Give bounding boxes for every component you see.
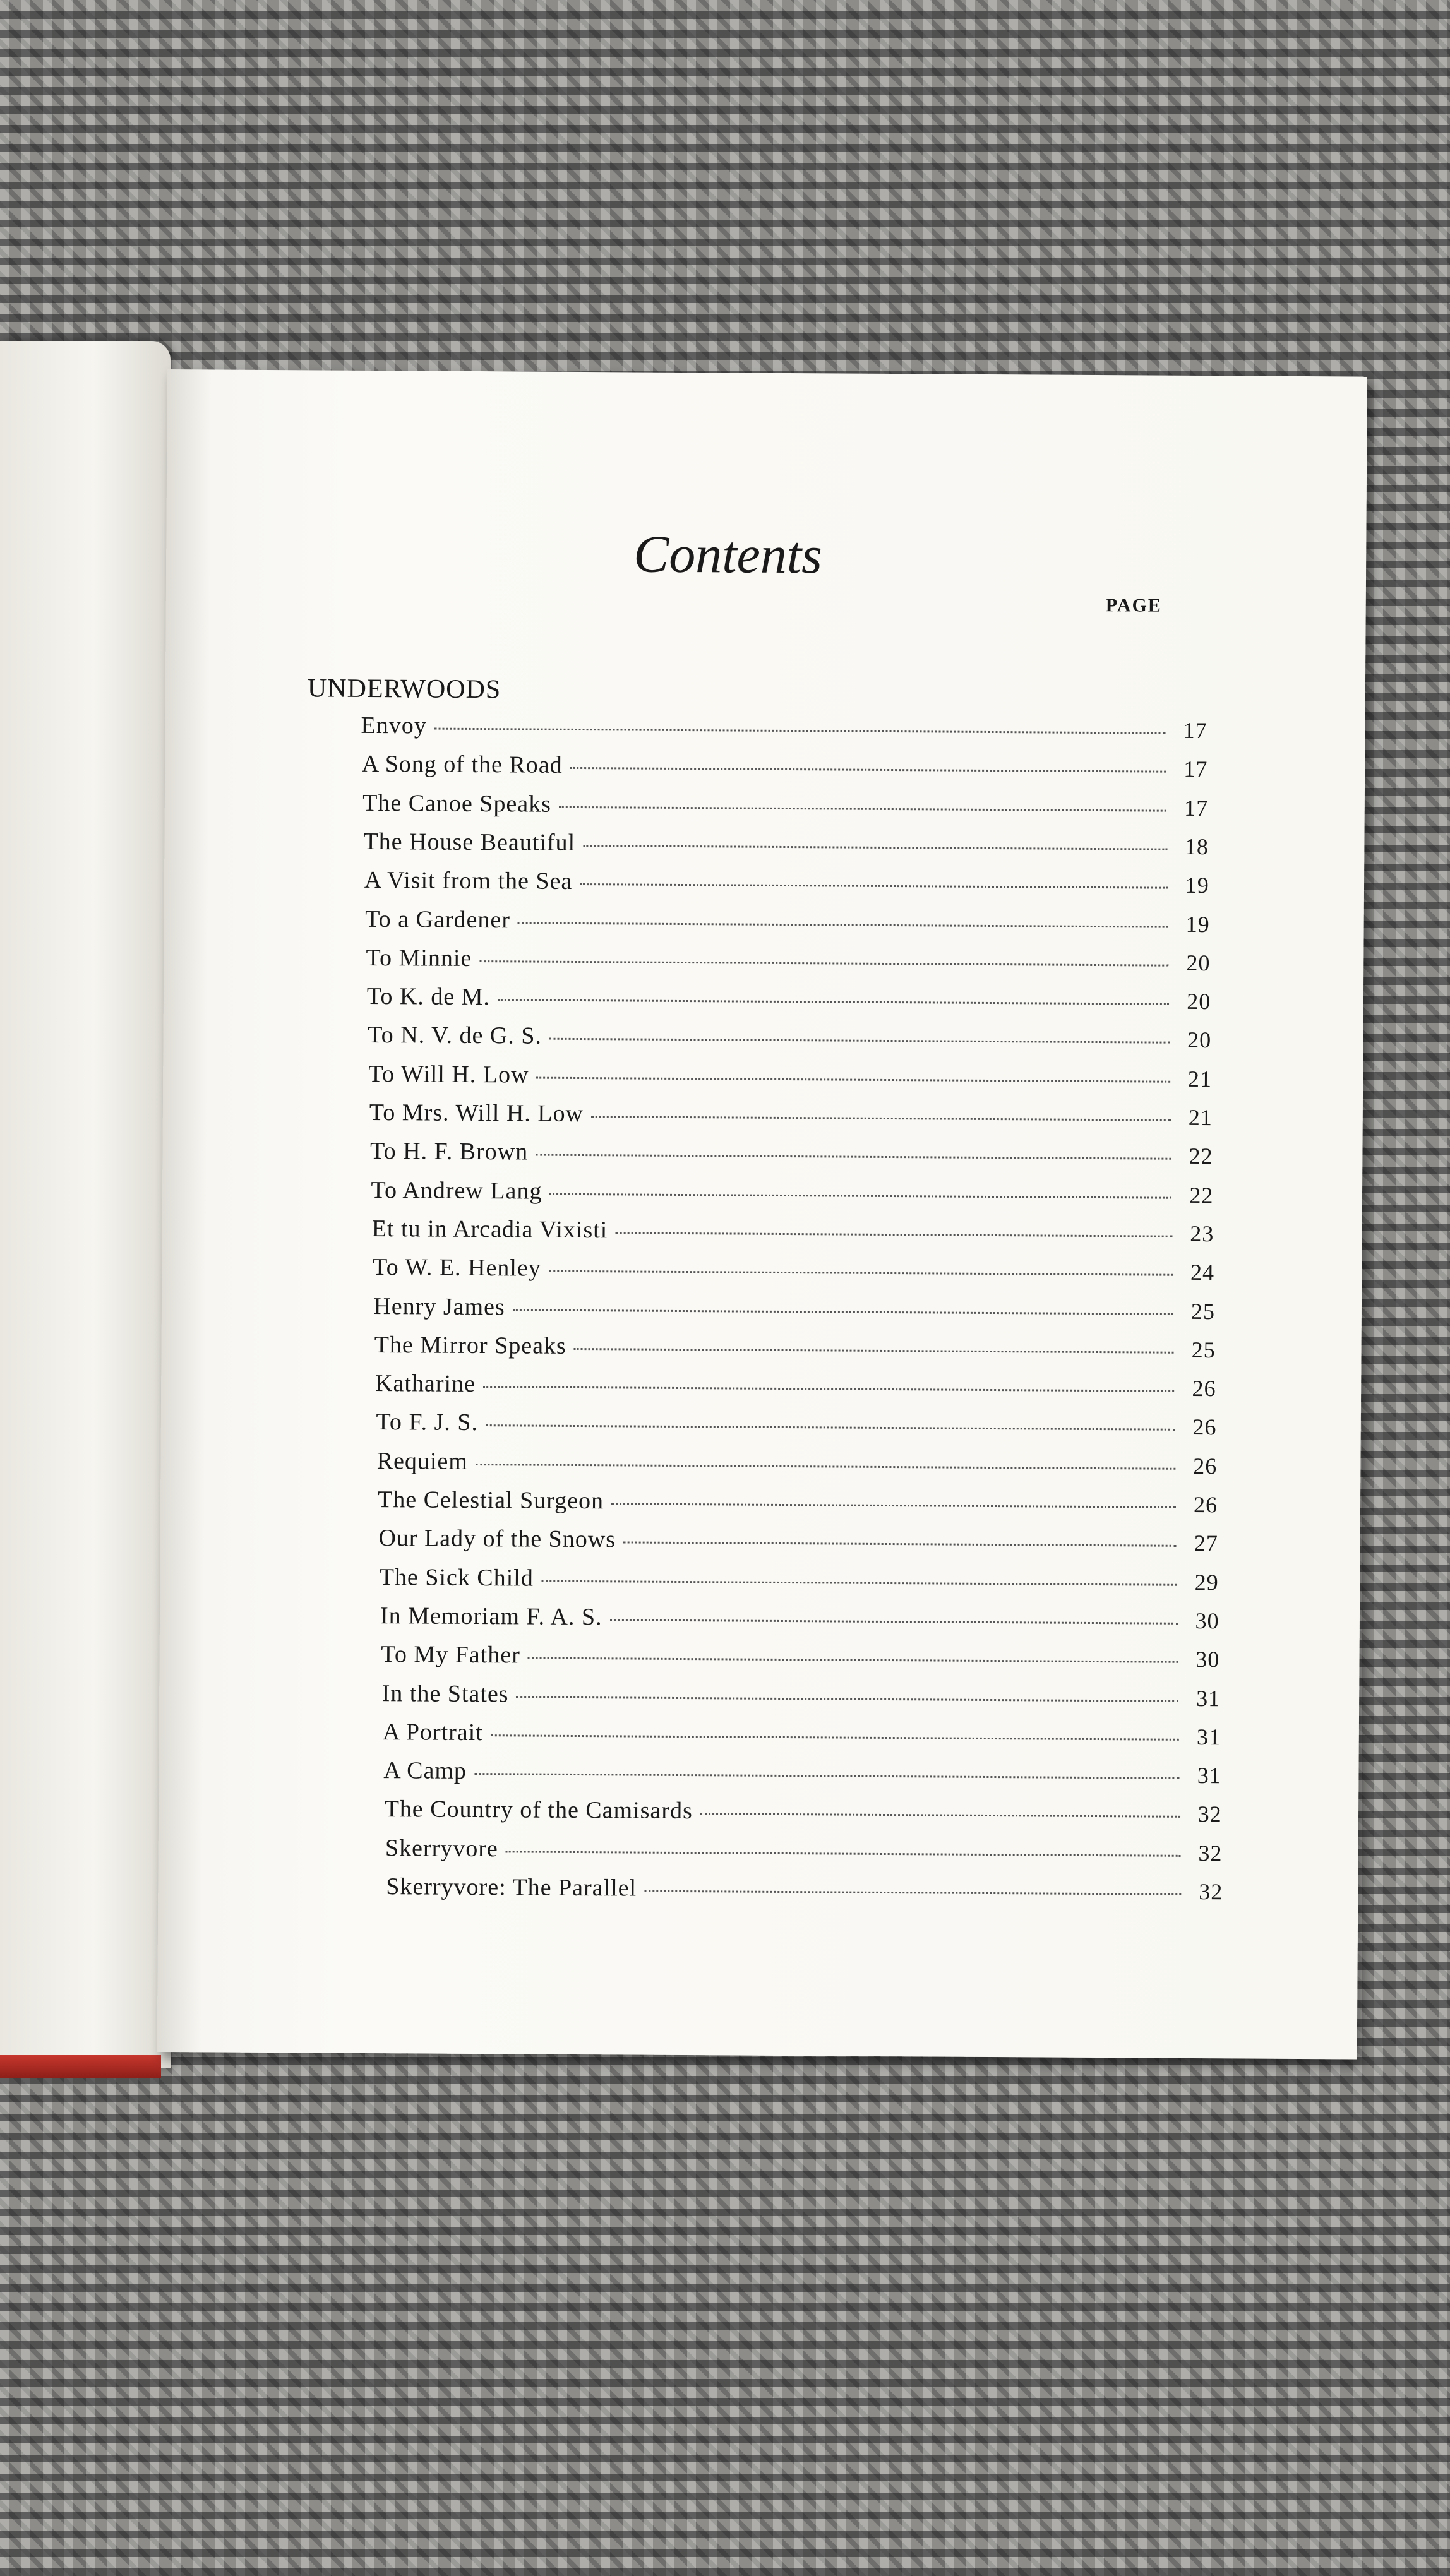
- toc-entry-title: A Visit from the Sea: [364, 867, 573, 895]
- toc-entry-title: The House Beautiful: [363, 828, 576, 856]
- toc-entry-title: Requiem: [376, 1447, 469, 1475]
- dot-leader: [583, 845, 1167, 850]
- dot-leader: [518, 922, 1168, 927]
- dot-leader: [623, 1542, 1177, 1547]
- dot-leader: [536, 1076, 1170, 1082]
- toc-entry: [370, 1137, 1213, 1170]
- toc-entry-page: 24: [1190, 1260, 1215, 1285]
- toc-entry: [365, 905, 1210, 938]
- toc-entry: [371, 1176, 1213, 1209]
- toc-entry: [369, 1099, 1213, 1131]
- dot-leader: [549, 1193, 1171, 1198]
- toc-entry-page: 25: [1191, 1337, 1216, 1363]
- dot-leader: [610, 1619, 1178, 1624]
- toc-entry-title: To Andrew Lang: [371, 1176, 542, 1205]
- toc-entry-title: A Camp: [383, 1757, 467, 1785]
- toc-entry: [380, 1563, 1219, 1596]
- toc-entry: [386, 1873, 1223, 1905]
- toc-entry: [368, 1021, 1211, 1054]
- dot-leader: [574, 1348, 1174, 1354]
- dot-leader: [536, 1154, 1171, 1160]
- toc-entry-page: 19: [1185, 873, 1209, 898]
- toc-entry-title: To N. V. de G. S.: [368, 1022, 542, 1050]
- toc-entry-page: 21: [1187, 1066, 1213, 1092]
- toc-entry-page: 25: [1190, 1298, 1216, 1324]
- dot-leader: [513, 1309, 1173, 1315]
- toc-entry-title: To W. E. Henley: [372, 1254, 541, 1282]
- toc-entry-title: The Canoe Speaks: [362, 789, 552, 818]
- toc-entry-title: To My Father: [381, 1641, 520, 1669]
- page-column-label: PAGE: [1105, 595, 1162, 616]
- toc-entry-page: 30: [1195, 1607, 1219, 1634]
- dot-leader: [528, 1657, 1178, 1663]
- toc-entry-page: 31: [1196, 1724, 1221, 1750]
- toc-entry: [368, 1060, 1212, 1093]
- toc-entry: [366, 944, 1210, 977]
- page-title: Contents: [633, 525, 823, 585]
- toc-entry: [372, 1215, 1214, 1248]
- toc-entry-page: 18: [1184, 833, 1209, 859]
- toc-entry: [373, 1292, 1215, 1325]
- toc-entry-page: 20: [1187, 1027, 1212, 1053]
- toc-entry-page: 22: [1189, 1182, 1214, 1208]
- toc-entry: [361, 712, 1207, 744]
- toc-entry-title: To Mrs. Will H. Low: [369, 1099, 584, 1128]
- dot-leader: [483, 1386, 1175, 1392]
- toc-entry-title: Envoy: [361, 712, 427, 739]
- toc-entry: [362, 750, 1208, 783]
- toc-entry-page: 30: [1195, 1647, 1220, 1673]
- toc-entry: [364, 866, 1209, 899]
- toc-entry: [376, 1408, 1216, 1441]
- toc-entry: [381, 1640, 1219, 1673]
- toc-entry: [378, 1486, 1218, 1518]
- book-cover-edge: [0, 2055, 161, 2078]
- toc-entry-page: 27: [1194, 1530, 1218, 1556]
- toc-entry-title: Katharine: [374, 1370, 476, 1398]
- dot-leader: [700, 1813, 1180, 1818]
- toc-entry-page: 26: [1192, 1414, 1217, 1440]
- dot-leader: [474, 1773, 1180, 1779]
- toc-entry-title: The Sick Child: [379, 1563, 534, 1592]
- left-page: [0, 341, 171, 2068]
- dot-leader: [434, 728, 1166, 734]
- toc-entry: [367, 982, 1211, 1015]
- toc-entry-page: 23: [1190, 1220, 1214, 1247]
- toc-entry-title: To Will H. Low: [368, 1060, 529, 1088]
- toc-entry: [382, 1679, 1221, 1712]
- toc-entry: [385, 1796, 1222, 1828]
- toc-entry-page: 29: [1194, 1569, 1219, 1595]
- toc-entry-page: 22: [1189, 1143, 1213, 1169]
- toc-entry: [375, 1369, 1216, 1402]
- dot-leader: [580, 883, 1168, 889]
- toc-entry-page: 21: [1188, 1104, 1213, 1131]
- toc-entry: [373, 1253, 1214, 1286]
- toc-entry: [374, 1331, 1216, 1364]
- toc-entry: [363, 828, 1209, 861]
- dot-leader: [476, 1464, 1175, 1470]
- toc-entry: [385, 1834, 1223, 1867]
- dot-leader: [479, 960, 1168, 967]
- toc-entry-title: The Celestial Surgeon: [377, 1486, 604, 1515]
- dot-leader: [506, 1851, 1181, 1857]
- toc-entry-page: 17: [1183, 717, 1207, 744]
- dot-leader: [541, 1580, 1177, 1585]
- dot-leader: [644, 1890, 1181, 1895]
- toc-entry-title: Our Lady of the Snows: [378, 1525, 616, 1553]
- toc-entry-page: 32: [1199, 1879, 1223, 1905]
- dot-leader: [486, 1425, 1175, 1431]
- toc-entry-page: 32: [1198, 1840, 1223, 1866]
- toc-entry-page: 32: [1197, 1801, 1222, 1827]
- toc-entry-page: 26: [1192, 1376, 1216, 1402]
- toc-entry-page: 31: [1196, 1685, 1221, 1711]
- toc-entry: [380, 1602, 1219, 1635]
- toc-entry-page: 26: [1193, 1453, 1218, 1479]
- toc-entry-title: In Memoriam F. A. S.: [380, 1602, 602, 1631]
- toc-entry: [377, 1447, 1218, 1480]
- toc-entry-page: 26: [1193, 1491, 1218, 1518]
- toc-entry-page: 20: [1187, 988, 1211, 1015]
- toc-entry: [362, 789, 1208, 821]
- toc-entry-title: In the States: [381, 1679, 509, 1707]
- toc-entry-page: 31: [1197, 1763, 1221, 1789]
- toc-entry-title: Skerryvore: [385, 1834, 498, 1862]
- toc-entry-title: To F. J. S.: [376, 1409, 479, 1436]
- dot-leader: [549, 1270, 1173, 1276]
- toc-entry-title: To K. de M.: [366, 983, 491, 1011]
- toc-entry-title: A Portrait: [382, 1718, 483, 1746]
- toc-entry-title: To a Gardener: [365, 905, 511, 933]
- toc-entry-page: 19: [1185, 911, 1210, 937]
- toc-entry-title: Henry James: [373, 1292, 505, 1320]
- toc-entry-page: 20: [1186, 950, 1211, 975]
- dot-leader: [570, 767, 1166, 773]
- dot-leader: [611, 1503, 1176, 1508]
- section-title: UNDERWOODS: [307, 674, 501, 705]
- toc-entry-page: 17: [1183, 756, 1208, 782]
- dot-leader: [517, 1696, 1179, 1702]
- toc-entry-title: The Mirror Speaks: [374, 1331, 566, 1359]
- toc-entry: [378, 1524, 1218, 1557]
- toc-entry-page: 17: [1184, 795, 1209, 821]
- toc-entry-title: A Song of the Road: [361, 751, 563, 779]
- toc-entry: [383, 1718, 1221, 1751]
- toc-entry-title: The Country of the Camisards: [384, 1796, 693, 1825]
- toc-entry-title: Et tu in Arcadia Vixisti: [371, 1215, 608, 1244]
- toc-entry-title: To H. F. Brown: [370, 1138, 529, 1166]
- dot-leader: [491, 1734, 1179, 1741]
- toc-entry: [383, 1756, 1221, 1789]
- contents-page: [157, 369, 1367, 2060]
- dot-leader: [591, 1116, 1171, 1121]
- dot-leader: [615, 1232, 1172, 1237]
- toc-entry-title: Skerryvore: The Parallel: [386, 1873, 637, 1902]
- dot-leader: [549, 1038, 1170, 1044]
- dot-leader: [559, 806, 1166, 811]
- toc-list: [157, 369, 1367, 2060]
- toc-entry-title: To Minnie: [366, 944, 472, 972]
- dot-leader: [498, 999, 1169, 1005]
